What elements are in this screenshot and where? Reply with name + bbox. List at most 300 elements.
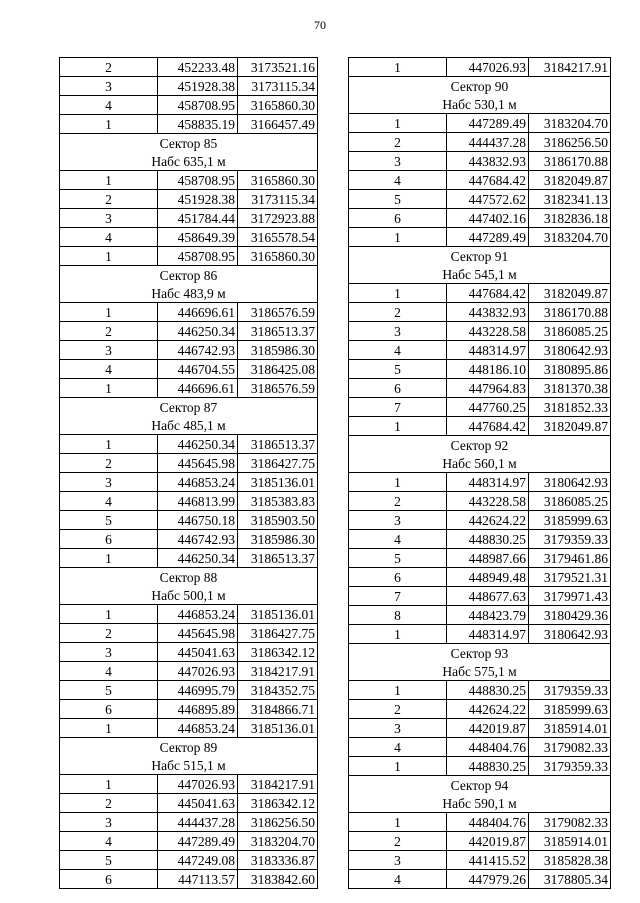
x-coordinate-cell: 447026.93 [447, 58, 529, 77]
x-coordinate-cell: 448949.48 [447, 568, 529, 587]
x-coordinate-cell: 447249.08 [158, 851, 238, 870]
x-coordinate-cell: 446250.34 [158, 549, 238, 568]
coordinate-row [349, 152, 611, 171]
x-coordinate-cell: 458708.95 [158, 96, 238, 115]
y-coordinate-cell: 3185903.50 [238, 511, 318, 530]
sector-title: Сектор 86 [60, 266, 318, 285]
coordinate-row [349, 587, 611, 606]
sector-title-row [349, 77, 611, 96]
sector-height: Набс 635,1 м [60, 152, 318, 171]
x-coordinate-cell: 445645.98 [158, 454, 238, 473]
x-coordinate-cell: 447760.25 [447, 398, 529, 417]
y-coordinate-cell: 3181370.38 [529, 379, 611, 398]
y-coordinate-cell: 3165860.30 [238, 171, 318, 190]
x-coordinate-cell: 458649.39 [158, 228, 238, 247]
y-coordinate-cell: 3181852.33 [529, 398, 611, 417]
x-coordinate-cell: 448423.79 [447, 606, 529, 625]
point-number-cell: 2 [60, 794, 158, 813]
y-coordinate-cell: 3185914.01 [529, 719, 611, 738]
coordinate-row [349, 58, 611, 77]
coordinate-row [349, 738, 611, 757]
coordinate-row [60, 870, 318, 889]
coordinate-row [349, 417, 611, 436]
coordinate-row [349, 719, 611, 738]
point-number-cell: 6 [60, 700, 158, 719]
coordinate-row [60, 115, 318, 134]
y-coordinate-cell: 3179082.33 [529, 738, 611, 757]
point-number-cell: 6 [349, 209, 447, 228]
y-coordinate-cell: 3179359.33 [529, 681, 611, 700]
x-coordinate-cell: 448314.97 [447, 625, 529, 644]
coordinate-row [60, 605, 318, 624]
y-coordinate-cell: 3165860.30 [238, 96, 318, 115]
y-coordinate-cell: 3185136.01 [238, 605, 318, 624]
x-coordinate-cell: 446742.93 [158, 530, 238, 549]
x-coordinate-cell: 441415.52 [447, 851, 529, 870]
point-number-cell: 1 [349, 473, 447, 492]
point-number-cell: 4 [349, 341, 447, 360]
x-coordinate-cell: 447113.57 [158, 870, 238, 889]
point-number-cell: 3 [349, 152, 447, 171]
coordinate-row [349, 398, 611, 417]
y-coordinate-cell: 3185986.30 [238, 530, 318, 549]
point-number-cell: 5 [60, 681, 158, 700]
x-coordinate-cell: 448987.66 [447, 549, 529, 568]
coordinate-row [349, 284, 611, 303]
x-coordinate-cell: 442624.22 [447, 700, 529, 719]
coordinate-row [60, 190, 318, 209]
y-coordinate-cell: 3185999.63 [529, 700, 611, 719]
coordinate-row [60, 492, 318, 511]
point-number-cell: 2 [60, 190, 158, 209]
y-coordinate-cell: 3182049.87 [529, 284, 611, 303]
coordinate-row [60, 511, 318, 530]
y-coordinate-cell: 3180642.93 [529, 625, 611, 644]
point-number-cell: 1 [349, 757, 447, 776]
point-number-cell: 4 [60, 492, 158, 511]
x-coordinate-cell: 443228.58 [447, 492, 529, 511]
coordinate-row [60, 58, 318, 77]
coordinate-row [60, 530, 318, 549]
sector-height-row [60, 416, 318, 435]
sector-height: Набс 575,1 м [349, 662, 611, 681]
x-coordinate-cell: 447289.49 [158, 832, 238, 851]
y-coordinate-cell: 3184217.91 [238, 775, 318, 794]
point-number-cell: 1 [349, 625, 447, 644]
y-coordinate-cell: 3186513.37 [238, 549, 318, 568]
x-coordinate-cell: 458708.95 [158, 171, 238, 190]
x-coordinate-cell: 448314.97 [447, 473, 529, 492]
point-number-cell: 2 [60, 58, 158, 77]
x-coordinate-cell: 443832.93 [447, 152, 529, 171]
sector-title-row [349, 644, 611, 663]
coordinate-row [60, 473, 318, 492]
point-number-cell: 4 [60, 96, 158, 115]
page-number: 70 [314, 18, 326, 32]
point-number-cell: 4 [60, 360, 158, 379]
coordinate-row [60, 247, 318, 266]
point-number-cell: 7 [349, 398, 447, 417]
sector-height: Набс 545,1 м [349, 265, 611, 284]
y-coordinate-cell: 3186170.88 [529, 303, 611, 322]
point-number-cell: 1 [60, 775, 158, 794]
x-coordinate-cell: 444437.28 [158, 813, 238, 832]
point-number-cell: 1 [60, 379, 158, 398]
point-number-cell: 3 [60, 813, 158, 832]
coordinate-row [60, 662, 318, 681]
point-number-cell: 4 [60, 832, 158, 851]
sector-title-row [349, 776, 611, 795]
sector-title: Сектор 88 [60, 568, 318, 587]
y-coordinate-cell: 3185383.83 [238, 492, 318, 511]
sector-title-row [60, 398, 318, 417]
y-coordinate-cell: 3166457.49 [238, 115, 318, 134]
coordinates-table-left [59, 57, 318, 889]
y-coordinate-cell: 3184217.91 [529, 58, 611, 77]
sector-title-row [60, 134, 318, 153]
x-coordinate-cell: 442019.87 [447, 719, 529, 738]
x-coordinate-cell: 446853.24 [158, 719, 238, 738]
coordinates-table-right [348, 57, 611, 889]
x-coordinate-cell: 448830.25 [447, 757, 529, 776]
y-coordinate-cell: 3183204.70 [529, 114, 611, 133]
point-number-cell: 1 [349, 417, 447, 436]
coordinate-row [349, 832, 611, 851]
point-number-cell: 2 [349, 492, 447, 511]
sector-height: Набс 485,1 м [60, 416, 318, 435]
x-coordinate-cell: 447684.42 [447, 284, 529, 303]
point-number-cell: 4 [60, 228, 158, 247]
coordinate-row [60, 832, 318, 851]
y-coordinate-cell: 3186576.59 [238, 303, 318, 322]
sector-title: Сектор 94 [349, 776, 611, 795]
point-number-cell: 7 [349, 587, 447, 606]
point-number-cell: 4 [349, 171, 447, 190]
sector-height: Набс 530,1 м [349, 95, 611, 114]
y-coordinate-cell: 3185828.38 [529, 851, 611, 870]
coordinate-row [60, 794, 318, 813]
point-number-cell: 1 [349, 114, 447, 133]
point-number-cell: 1 [349, 228, 447, 247]
x-coordinate-cell: 448677.63 [447, 587, 529, 606]
point-number-cell: 3 [349, 851, 447, 870]
coordinate-row [60, 77, 318, 96]
coordinate-row [60, 775, 318, 794]
coordinate-row [60, 171, 318, 190]
point-number-cell: 1 [349, 681, 447, 700]
x-coordinate-cell: 446853.24 [158, 605, 238, 624]
x-coordinate-cell: 446696.61 [158, 303, 238, 322]
y-coordinate-cell: 3185136.01 [238, 473, 318, 492]
point-number-cell: 8 [349, 606, 447, 625]
coordinate-row [60, 96, 318, 115]
x-coordinate-cell: 446704.55 [158, 360, 238, 379]
point-number-cell: 4 [349, 738, 447, 757]
sector-title-row [60, 568, 318, 587]
coordinate-row [349, 133, 611, 152]
coordinate-row [60, 624, 318, 643]
coordinate-row [60, 322, 318, 341]
point-number-cell: 5 [349, 190, 447, 209]
y-coordinate-cell: 3180895.86 [529, 360, 611, 379]
x-coordinate-cell: 446853.24 [158, 473, 238, 492]
x-coordinate-cell: 445041.63 [158, 643, 238, 662]
y-coordinate-cell: 3184217.91 [238, 662, 318, 681]
y-coordinate-cell: 3183336.87 [238, 851, 318, 870]
coordinate-row [349, 549, 611, 568]
coordinate-row [349, 530, 611, 549]
sector-height: Набс 515,1 м [60, 756, 318, 775]
y-coordinate-cell: 3182836.18 [529, 209, 611, 228]
point-number-cell: 1 [60, 171, 158, 190]
sector-title-row [349, 436, 611, 455]
sector-title-row [349, 247, 611, 266]
coordinate-row [60, 303, 318, 322]
x-coordinate-cell: 442624.22 [447, 511, 529, 530]
sector-title: Сектор 90 [349, 77, 611, 96]
coordinate-row [349, 511, 611, 530]
sector-height-row [60, 284, 318, 303]
y-coordinate-cell: 3186513.37 [238, 322, 318, 341]
coordinate-row [349, 171, 611, 190]
coordinate-row [349, 625, 611, 644]
point-number-cell: 3 [60, 77, 158, 96]
y-coordinate-cell: 3183842.60 [238, 870, 318, 889]
x-coordinate-cell: 451784.44 [158, 209, 238, 228]
point-number-cell: 3 [60, 473, 158, 492]
point-number-cell: 1 [60, 719, 158, 738]
point-number-cell: 1 [60, 115, 158, 134]
point-number-cell: 5 [60, 851, 158, 870]
y-coordinate-cell: 3186256.50 [529, 133, 611, 152]
y-coordinate-cell: 3180642.93 [529, 473, 611, 492]
y-coordinate-cell: 3186427.75 [238, 624, 318, 643]
x-coordinate-cell: 443228.58 [447, 322, 529, 341]
x-coordinate-cell: 448314.97 [447, 341, 529, 360]
sector-height-row [60, 756, 318, 775]
x-coordinate-cell: 447289.49 [447, 114, 529, 133]
sector-height-row [349, 454, 611, 473]
coordinate-row [349, 473, 611, 492]
y-coordinate-cell: 3186576.59 [238, 379, 318, 398]
x-coordinate-cell: 458835.19 [158, 115, 238, 134]
coordinate-row [60, 360, 318, 379]
sector-title: Сектор 85 [60, 134, 318, 153]
point-number-cell: 2 [60, 624, 158, 643]
y-coordinate-cell: 3173115.34 [238, 77, 318, 96]
y-coordinate-cell: 3173115.34 [238, 190, 318, 209]
point-number-cell: 3 [60, 341, 158, 360]
sector-height: Набс 483,9 м [60, 284, 318, 303]
coordinate-row [349, 322, 611, 341]
point-number-cell: 5 [60, 511, 158, 530]
sector-title: Сектор 89 [60, 738, 318, 757]
y-coordinate-cell: 3186342.12 [238, 794, 318, 813]
point-number-cell: 4 [349, 870, 447, 889]
sector-title: Сектор 93 [349, 644, 611, 663]
x-coordinate-cell: 445645.98 [158, 624, 238, 643]
y-coordinate-cell: 3185986.30 [238, 341, 318, 360]
coordinate-row [349, 379, 611, 398]
y-coordinate-cell: 3173521.16 [238, 58, 318, 77]
x-coordinate-cell: 451928.38 [158, 77, 238, 96]
sector-title: Сектор 91 [349, 247, 611, 266]
coordinate-row [349, 757, 611, 776]
y-coordinate-cell: 3179082.33 [529, 813, 611, 832]
coordinate-row [60, 228, 318, 247]
x-coordinate-cell: 446995.79 [158, 681, 238, 700]
y-coordinate-cell: 3186342.12 [238, 643, 318, 662]
x-coordinate-cell: 447964.83 [447, 379, 529, 398]
point-number-cell: 4 [349, 530, 447, 549]
x-coordinate-cell: 447026.93 [158, 662, 238, 681]
point-number-cell: 1 [349, 813, 447, 832]
point-number-cell: 3 [60, 209, 158, 228]
sector-height-row [349, 95, 611, 114]
point-number-cell: 4 [60, 662, 158, 681]
coordinate-row [60, 681, 318, 700]
coordinate-row [60, 700, 318, 719]
x-coordinate-cell: 447289.49 [447, 228, 529, 247]
y-coordinate-cell: 3185136.01 [238, 719, 318, 738]
x-coordinate-cell: 444437.28 [447, 133, 529, 152]
point-number-cell: 1 [60, 605, 158, 624]
x-coordinate-cell: 447684.42 [447, 417, 529, 436]
y-coordinate-cell: 3184866.71 [238, 700, 318, 719]
x-coordinate-cell: 447572.62 [447, 190, 529, 209]
coordinate-row [60, 813, 318, 832]
x-coordinate-cell: 443832.93 [447, 303, 529, 322]
coordinate-row [349, 190, 611, 209]
point-number-cell: 6 [60, 870, 158, 889]
point-number-cell: 2 [60, 322, 158, 341]
coordinate-row [60, 643, 318, 662]
coordinate-row [349, 228, 611, 247]
y-coordinate-cell: 3182049.87 [529, 171, 611, 190]
y-coordinate-cell: 3180642.93 [529, 341, 611, 360]
coordinate-row [349, 341, 611, 360]
coordinate-row [349, 813, 611, 832]
point-number-cell: 1 [349, 284, 447, 303]
point-number-cell: 5 [349, 360, 447, 379]
x-coordinate-cell: 446813.99 [158, 492, 238, 511]
x-coordinate-cell: 446250.34 [158, 322, 238, 341]
point-number-cell: 2 [349, 700, 447, 719]
point-number-cell: 1 [349, 58, 447, 77]
coordinate-row [349, 700, 611, 719]
x-coordinate-cell: 446696.61 [158, 379, 238, 398]
y-coordinate-cell: 3179521.31 [529, 568, 611, 587]
coordinate-row [60, 719, 318, 738]
x-coordinate-cell: 446250.34 [158, 435, 238, 454]
point-number-cell: 3 [349, 511, 447, 530]
x-coordinate-cell: 447979.26 [447, 870, 529, 889]
point-number-cell: 6 [349, 568, 447, 587]
point-number-cell: 1 [60, 247, 158, 266]
x-coordinate-cell: 445041.63 [158, 794, 238, 813]
y-coordinate-cell: 3185914.01 [529, 832, 611, 851]
x-coordinate-cell: 448404.76 [447, 813, 529, 832]
point-number-cell: 6 [349, 379, 447, 398]
y-coordinate-cell: 3172923.88 [238, 209, 318, 228]
y-coordinate-cell: 3184352.75 [238, 681, 318, 700]
x-coordinate-cell: 451928.38 [158, 190, 238, 209]
y-coordinate-cell: 3186425.08 [238, 360, 318, 379]
x-coordinate-cell: 446895.89 [158, 700, 238, 719]
sector-height: Набс 560,1 м [349, 454, 611, 473]
coordinate-row [349, 303, 611, 322]
sector-height-row [60, 152, 318, 171]
coordinate-row [349, 360, 611, 379]
x-coordinate-cell: 452233.48 [158, 58, 238, 77]
x-coordinate-cell: 446750.18 [158, 511, 238, 530]
point-number-cell: 1 [60, 435, 158, 454]
sector-title: Сектор 92 [349, 436, 611, 455]
y-coordinate-cell: 3186256.50 [238, 813, 318, 832]
y-coordinate-cell: 3178805.34 [529, 870, 611, 889]
sector-height-row [349, 794, 611, 813]
x-coordinate-cell: 447684.42 [447, 171, 529, 190]
sector-height: Набс 500,1 м [60, 586, 318, 605]
coordinate-row [60, 341, 318, 360]
coordinate-row [349, 568, 611, 587]
point-number-cell: 2 [349, 832, 447, 851]
sector-title: Сектор 87 [60, 398, 318, 417]
y-coordinate-cell: 3165860.30 [238, 247, 318, 266]
x-coordinate-cell: 442019.87 [447, 832, 529, 851]
y-coordinate-cell: 3183204.70 [529, 228, 611, 247]
point-number-cell: 3 [349, 719, 447, 738]
coordinate-row [60, 549, 318, 568]
coordinate-row [349, 209, 611, 228]
coordinate-row [60, 379, 318, 398]
y-coordinate-cell: 3179359.33 [529, 757, 611, 776]
y-coordinate-cell: 3186513.37 [238, 435, 318, 454]
point-number-cell: 2 [349, 133, 447, 152]
y-coordinate-cell: 3185999.63 [529, 511, 611, 530]
y-coordinate-cell: 3182049.87 [529, 417, 611, 436]
coordinate-row [60, 454, 318, 473]
x-coordinate-cell: 448404.76 [447, 738, 529, 757]
point-number-cell: 2 [349, 303, 447, 322]
y-coordinate-cell: 3179461.86 [529, 549, 611, 568]
y-coordinate-cell: 3186085.25 [529, 322, 611, 341]
point-number-cell: 5 [349, 549, 447, 568]
coordinate-row [349, 870, 611, 889]
y-coordinate-cell: 3180429.36 [529, 606, 611, 625]
point-number-cell: 3 [60, 643, 158, 662]
x-coordinate-cell: 447026.93 [158, 775, 238, 794]
point-number-cell: 3 [349, 322, 447, 341]
y-coordinate-cell: 3165578.54 [238, 228, 318, 247]
x-coordinate-cell: 447402.16 [447, 209, 529, 228]
coordinate-row [60, 209, 318, 228]
sector-height-row [349, 662, 611, 681]
x-coordinate-cell: 458708.95 [158, 247, 238, 266]
point-number-cell: 1 [60, 549, 158, 568]
coordinate-row [60, 435, 318, 454]
y-coordinate-cell: 3182341.13 [529, 190, 611, 209]
coordinate-row [60, 851, 318, 870]
coordinate-row [349, 851, 611, 870]
y-coordinate-cell: 3186170.88 [529, 152, 611, 171]
coordinate-row [349, 492, 611, 511]
point-number-cell: 6 [60, 530, 158, 549]
x-coordinate-cell: 448830.25 [447, 681, 529, 700]
y-coordinate-cell: 3179359.33 [529, 530, 611, 549]
sector-height-row [60, 586, 318, 605]
sector-title-row [60, 738, 318, 757]
